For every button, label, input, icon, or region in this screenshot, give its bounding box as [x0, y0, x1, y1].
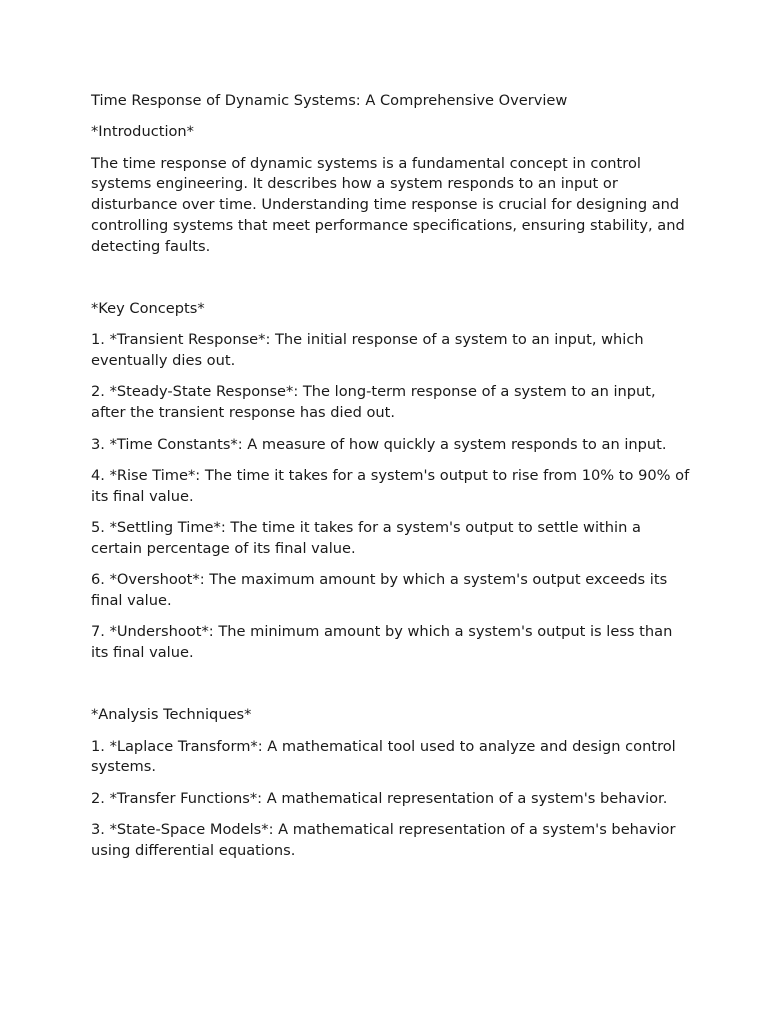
- analysis-technique-item: 1. *Laplace Transform*: A mathematical tool used to analyze and design control systems.: [91, 737, 676, 776]
- key-concept-item: 3. *Time Constants*: A measure of how quickly a system responds to an input.: [91, 435, 667, 453]
- introduction-paragraph: The time response of dynamic systems is a fundamental concept in control systems engineering. It describes how a system responds to an input or disturbance over time. Understanding time response is crucial for designing and controlling systems that meet performance specifications, ensuring stability, and detecting faults.: [91, 154, 685, 255]
- key-concept-item: 4. *Rise Time*: The time it takes for a system's output to rise from 10% to 90% of its final value.: [91, 466, 690, 505]
- key-concept-item: 5. *Settling Time*: The time it takes for a system's output to settle within a certain percentage of its final value.: [91, 518, 641, 557]
- document-title: Time Response of Dynamic Systems: A Comprehensive Overview: [91, 92, 568, 109]
- key-concepts-heading: *Key Concepts*: [91, 300, 205, 318]
- introduction-heading: *Introduction*: [91, 123, 194, 141]
- section-spacer: [91, 674, 691, 705]
- key-concept-item: 6. *Overshoot*: The maximum amount by which a system's output exceeds its final value.: [91, 571, 668, 609]
- analysis-technique-item: 2. *Transfer Functions*: A mathematical representation of a system's behavior.: [91, 789, 668, 807]
- analysis-techniques-heading: *Analysis Techniques*: [91, 706, 252, 724]
- section-spacer: [91, 268, 691, 299]
- key-concept-item: 1. *Transient Response*: The initial response of a system to an input, which eventually dies out.: [91, 331, 644, 370]
- analysis-technique-item: 3. *State-Space Models*: A mathematical representation of a system's behavior using differential equations.: [91, 820, 676, 859]
- key-concept-item: 7. *Undershoot*: The minimum amount by which a system's output is less than its final value.: [91, 623, 673, 661]
- key-concept-item: 2. *Steady-State Response*: The long-term response of a system to an input, after the transient response has died out.: [91, 383, 656, 422]
- document-page: [91, 91, 691, 872]
